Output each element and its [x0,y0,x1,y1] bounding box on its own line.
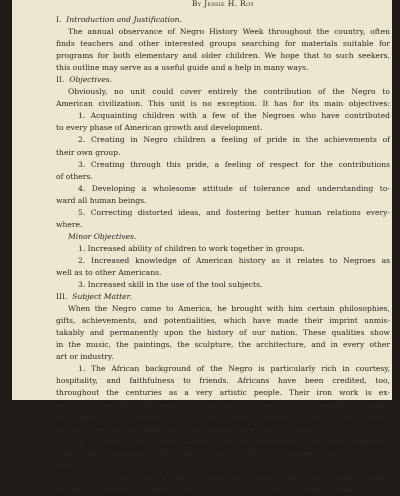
paragraph-line: gifts, achievements, and potentialities, which have made their imprint unmis- [56,316,390,326]
paragraph-line: The annual observance of Negro History Week throughout the country, often [68,27,390,37]
paragraph-line: by most American children have left this place almost totally blank. This is [56,484,390,494]
section-heading-objectives: II. Objectives. [56,75,113,85]
minor-objective-line: 3. Increased skill in the use of the tool subjects. [78,280,263,290]
objective-line: of others. [56,171,93,181]
minor-objective-line: 1. Increased ability of children to work together in groups. [78,243,305,253]
paragraph-line: programs for both elementary and older children. We hope that to such seekers, [56,51,390,61]
objective-line: 2. Creating in Negro children a feeling of pride in the achievements of [78,135,390,145]
subject-point-line: lore. [56,460,74,470]
document-page [12,0,392,494]
objective-line: 3. Creating through this pride, a feeling of respect for the contributions [78,159,390,169]
paragraph-line: Obviously, no unit could cover entirely the contribution of the Negro to [68,87,390,97]
objective-line: to every phase of American growth and development. [56,123,263,133]
section-heading-subject-matter: III. Subject Matter. [56,292,132,302]
objective-line: where. [56,219,83,229]
subject-point-line: 1. The African background of the Negro is particularly rich in courtesy, [78,364,390,374]
subsection-heading-minor-objectives: Minor Objectives. [68,231,137,241]
paragraph-line: takably and permanently upon the history of our nation. These qualities show [56,328,390,338]
byline: By Jessie H. Roy [191,0,255,8]
paragraph-line: in the music, the paintings, the sculpture, the architecture, and in every other [56,340,390,350]
subject-point-line: family and community life; their orderly tribal government, and their folk- [56,448,390,458]
objective-line: ward all human beings. [56,195,147,205]
subject-point-line: 2. Notable, too, among Africans of all generations are their organized [78,436,390,446]
minor-objective-line: 2. Increased knowledge of American history as it relates to Negroes as [78,255,390,265]
paragraph-line: this outline may serve as a useful guide and a help in many ways. [56,63,309,73]
paragraph-line: In spite of the Negro's place in American history, the history books studied [68,472,390,482]
objective-line: 1. Acquainting children with a few of the Negroes who have contributed [78,111,390,121]
document-body [56,0,390,496]
objective-line: 4. Developing a wholesome attitude of tolerance and understanding to- [78,183,390,193]
subject-point-line: pecially noteworthy. Evidences of this are still seen in the beautiful wrought [56,400,390,410]
subject-point-line: carving, weaving, and their music and dancing, are also well known. [56,424,321,434]
subject-point-line: hospitality, and faithfulness to friends. Africans have been credited, too, [56,376,390,386]
paragraph-line: finds teachers and other interested groups searching for materials suitable for [56,39,390,49]
paragraph-line: art or industry. [56,352,114,362]
minor-objective-line: well as to other Americans. [56,267,162,277]
section-heading-introduction: I. Introduction and Justification. [56,15,182,24]
paragraph-line: When the Negro came to America, he brought with him certain philosophies, [68,304,390,314]
objective-line: 5. Correcting distorted ideas, and fostering better human relations every- [78,207,390,217]
paragraph-line: American civilization. This unit is no exception. It has for its main objectives: [56,99,390,109]
objective-line: their own group. [56,147,121,157]
subject-point-line: iron gates in Charleston, S. C. and other Southern cities. Their pottery, [56,412,390,422]
subject-point-line: throughout the centuries as a very artistic people. Their iron work is ex- [56,388,390,398]
